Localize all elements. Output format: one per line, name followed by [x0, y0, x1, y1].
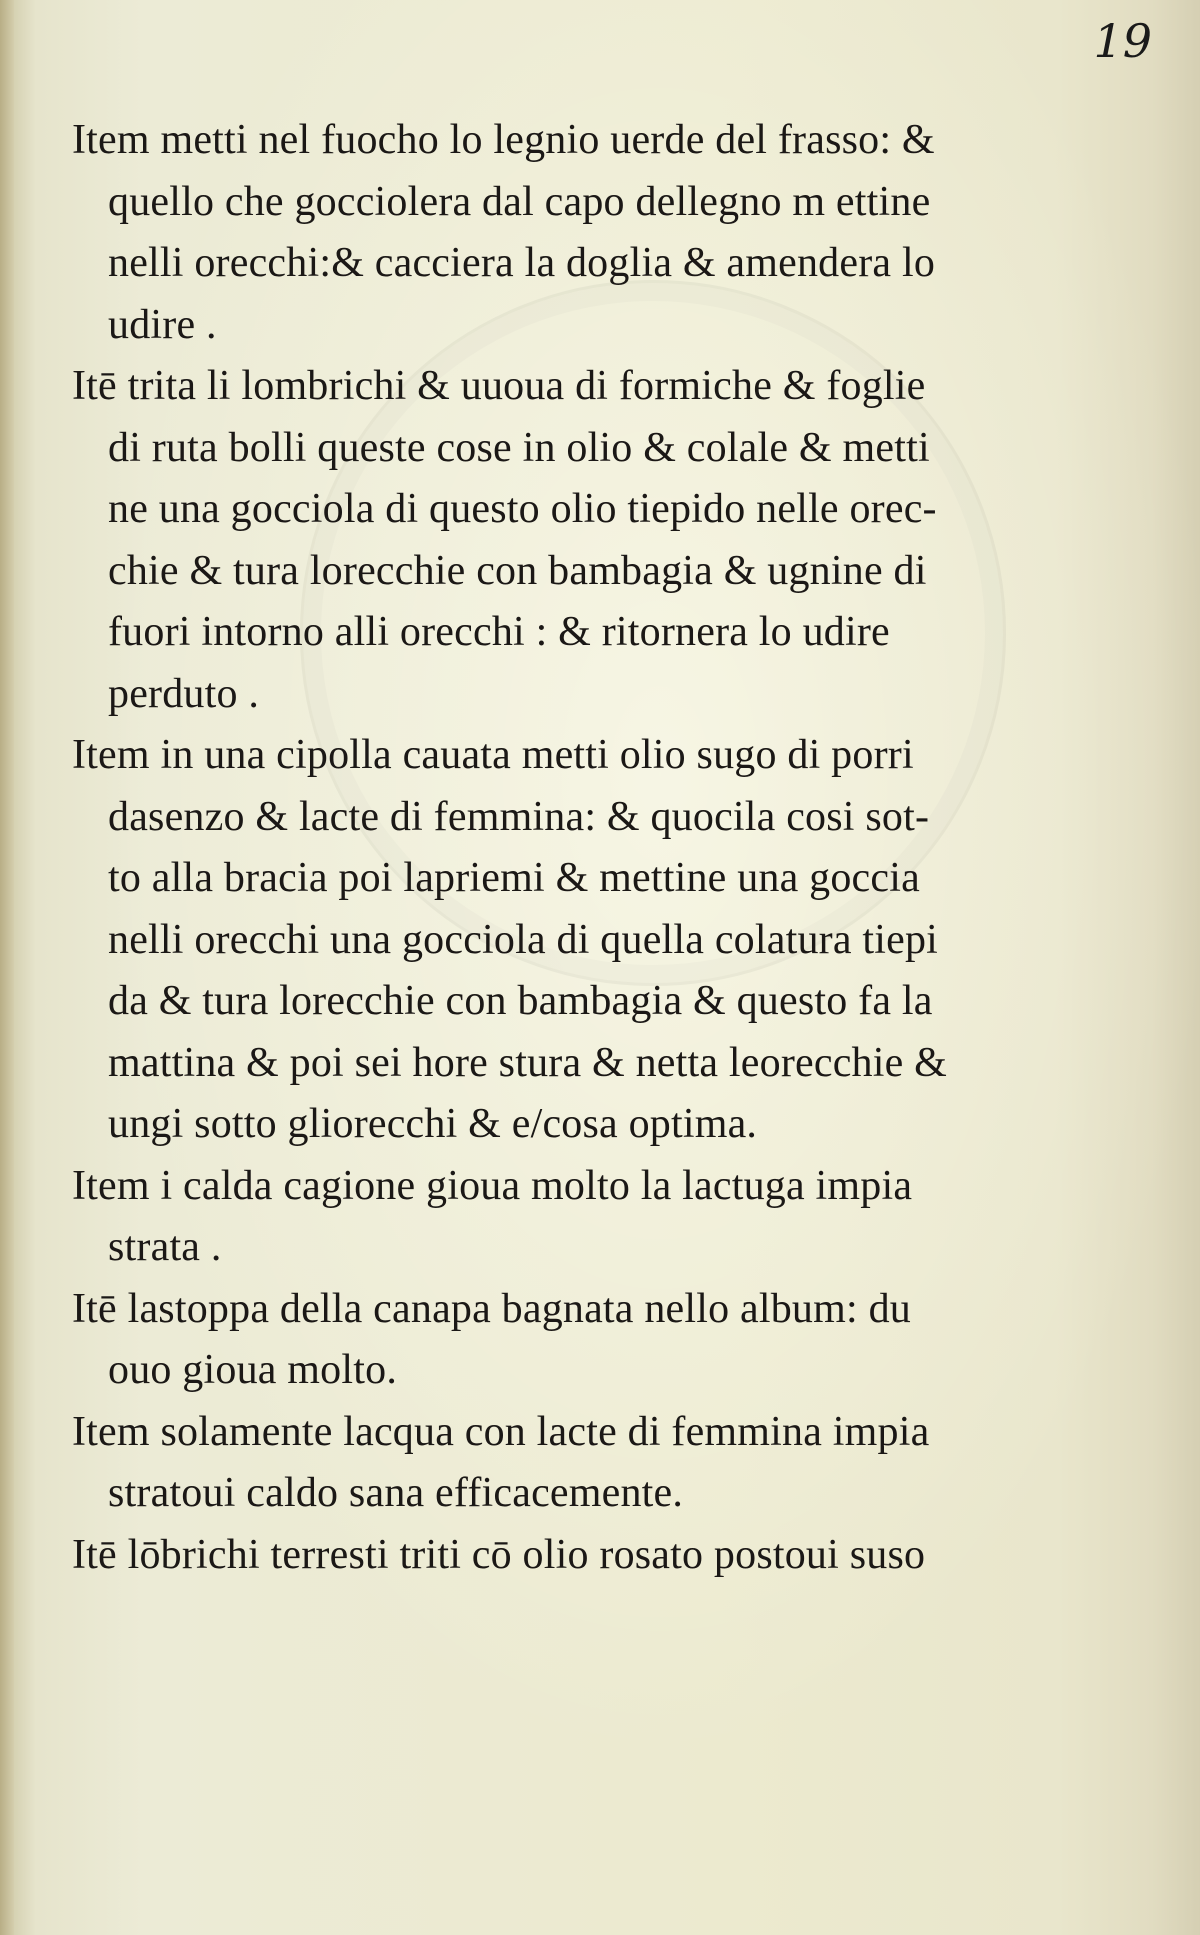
text-line: chie & tura lorecchie con bambagia & ugnine di	[108, 547, 927, 594]
text-line: Item solamente lacqua con lacte di femmina impia	[72, 1408, 930, 1455]
text-line: mattina & poi sei hore stura & netta leorecchie &	[108, 1039, 948, 1086]
text-line: di ruta bolli queste cose in olio & colale & metti	[108, 424, 930, 471]
text-line: da & tura lorecchie con bambagia & questo fa la	[108, 978, 933, 1024]
text-line: Item in una cipolla cauata metti olio sugo di porri	[72, 732, 914, 778]
text-line: nelli orecchi:& cacciera la doglia & amendera lo	[108, 240, 936, 286]
text-line: Itē trita li lombrichi & uuoua di formiche & foglie	[72, 363, 926, 409]
text-line: nelli orecchi una gocciola di quella colatura tiepi	[108, 916, 939, 963]
text-line: ouo gioua molto.	[108, 1347, 398, 1393]
text-line: dasenzo & lacte di femmina: & quocila cosi sot-	[108, 793, 930, 840]
text-line: udire .	[108, 301, 217, 348]
text-line: Item metti nel fuocho lo legnio uerde del frasso: &	[72, 117, 935, 163]
text-line: fuori intorno alli orecchi : & ritornera lo udire	[108, 609, 890, 655]
text-line: to alla bracia poi lapriemi & mettine una goccia	[108, 855, 920, 901]
folio-number: 19	[1093, 14, 1152, 68]
text-line: ungi sotto gliorecchi & e/cosa optima.	[108, 1101, 758, 1147]
text-line: Itē lastoppa della canapa bagnata nello album: du	[72, 1285, 911, 1332]
page-text-block	[64, 110, 1064, 1586]
text-line: strata .	[108, 1224, 222, 1270]
text-line: quello che gocciolera dal capo dellegno m ettine	[108, 178, 931, 225]
text-line: stratoui caldo sana efficacemente.	[108, 1470, 684, 1516]
text-line: Item i calda cagione gioua molto la lactuga impia	[72, 1162, 913, 1209]
text-line: ne una gocciola di questo olio tiepido nelle orec-	[108, 486, 937, 532]
text-line: perduto .	[108, 670, 260, 717]
text-line: Itē lōbrichi terresti triti cō olio rosato postoui suso	[72, 1531, 926, 1578]
